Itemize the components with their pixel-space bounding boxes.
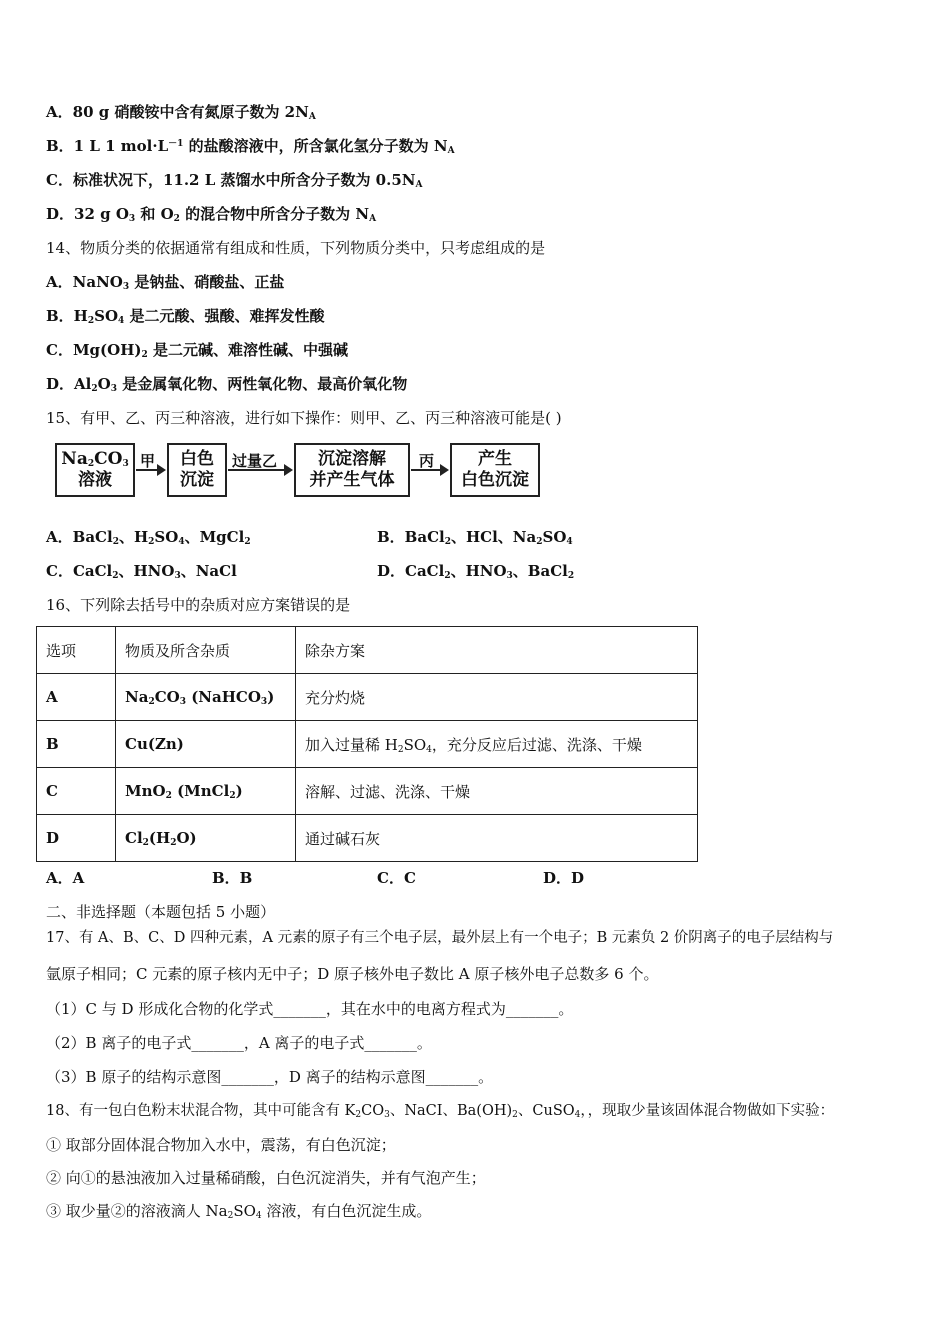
q13-option-a: A．80 g 硝酸铵中含有氮原子数为 $2N_A$ [46,103,316,122]
row-substance: $Cl_2(H_2O)$ [116,815,296,862]
q18-step-2: ② 向①的悬浊液加入过量稀硝酸，白色沉淀消失，并有气泡产生； [46,1169,486,1187]
header-plan: 除杂方案 [296,627,698,674]
q17-part-3: （3）B 原子的结构示意图_______，D 离子的结构示意图_______。 [46,1068,494,1086]
flow-box-dissolve-gas: 沉淀溶解 并产生气体 [294,443,410,497]
q16-stem: 16、下列除去括号中的杂质对应方案错误的是 [46,596,351,614]
q15-stem: 15、有甲、乙、丙三种溶液，进行如下操作：则甲、乙、丙三种溶液可能是( ) [46,409,562,427]
section-heading: 二、非选择题（本题包括 5 小题） [46,903,276,921]
row-option: D [37,815,116,862]
q17-line-2: 氩原子相同；C 元素的原子核内无中子；D 原子核外电子数比 A 原子核外电子总数多 6 个。 [46,965,659,983]
q18-step-1: ① 取部分固体混合物加入水中，震荡，有白色沉淀； [46,1136,396,1154]
table-row [37,815,698,862]
flow-box-produce-precipitate: 产生 白色沉淀 [450,443,540,497]
q16-answer-c: C．C [377,869,416,887]
q14-option-c: C．$Mg(OH)_2$ 是二元碱、难溶性碱、中强碱 [46,341,348,360]
q18-step-3: ③ 取少量②的溶液滴人 $Na_2SO_4$ 溶液，有白色沉淀生成。 [46,1202,432,1221]
header-substance: 物质及所含杂质 [116,627,296,674]
q13-option-c: C．标准状况下，11.2 L 蒸馏水中所含分子数为 $0.5N_A$ [46,171,423,190]
q14-option-b: B．$H_2SO_4$ 是二元酸、强酸、难挥发性酸 [46,307,325,326]
q16-answer-a: A．A [46,869,85,887]
flow-arrow-3-label: 丙 [419,452,435,470]
q15-option-d: D．CaCl$_2$、$HNO_3$、BaCl$_2$ [377,562,575,581]
q16-table [36,626,698,862]
table-row [37,721,698,768]
q13-option-b: B．1 L 1 $mol\cdot L^{-1}$ 的盐酸溶液中，所含氯化氢分子数为 $N_A$ [46,137,455,156]
q16-answer-b: B．B [212,869,253,887]
q17-part-2: （2）B 离子的电子式_______，A 离子的电子式_______。 [46,1034,432,1052]
row-plan: 充分灼烧 [296,674,698,721]
q14-option-a: A．NaNO$_3$ 是钠盐、硝酸盐、正盐 [46,273,285,292]
row-substance: $Na_2CO_3$ (NaHCO$_3$) [116,674,296,721]
q15-option-a: A．BaCl$_2$、$H_2SO_4$、MgCl$_2$ [46,528,251,547]
row-option: B [37,721,116,768]
flow-box-na2co3: $Na_2CO_3$ 溶液 [55,443,135,497]
row-substance: MnO$_2$ (MnCl$_2$) [116,768,296,815]
row-plan: 加入过量稀 $H_2SO_4$，充分反应后过滤、洗涤、干燥 [296,721,698,768]
q15-option-c: C．CaCl$_2$、$HNO_3$、NaCl [46,562,237,581]
flow-box-white-precipitate: 白色 沉淀 [167,443,227,497]
q14-option-d: D．$Al_2O_3$ 是金属氧化物、两性氧化物、最高价氧化物 [46,375,408,394]
row-substance: Cu(Zn) [116,721,296,768]
q18-stem: 18、有一包白色粉末状混合物，其中可能含有 $K_2CO_3$、NaCI、$Ba(OH)_2$、CuSO$_4$，，现取少量该固体混合物做如下实验： [46,1103,835,1120]
table-row [37,768,698,815]
q17-part-1: （1）C 与 D 形成化合物的化学式_______，其在水中的电离方程式为_______。 [46,1000,574,1018]
q13-option-d: D．32 g $O_3$ 和 $O_2$ 的混合物中所含分子数为 $N_A$ [46,205,377,224]
q15-option-b: B．BaCl$_2$、HCl、$Na_2SO_4$ [377,528,573,547]
row-plan: 通过碱石灰 [296,815,698,862]
row-option: C [37,768,116,815]
table-header-row [37,627,698,674]
header-option: 选项 [37,627,116,674]
flow-arrow-2-label: 过量乙 [232,452,278,470]
flow-arrow-1-label: 甲 [140,452,156,470]
q17-line-1: 17、有 A、B、C、D 四种元素，A 元素的原子有三个电子层，最外层上有一个电子；B 元素负 2 价阴离子的电子层结构与 [46,930,834,946]
row-option: A [37,674,116,721]
q16-answer-d: D．D [543,869,585,887]
row-plan: 溶解、过滤、洗涤、干燥 [296,768,698,815]
q14-stem: 14、物质分类的依据通常有组成和性质，下列物质分类中，只考虑组成的是 [46,239,546,257]
table-row [37,674,698,721]
